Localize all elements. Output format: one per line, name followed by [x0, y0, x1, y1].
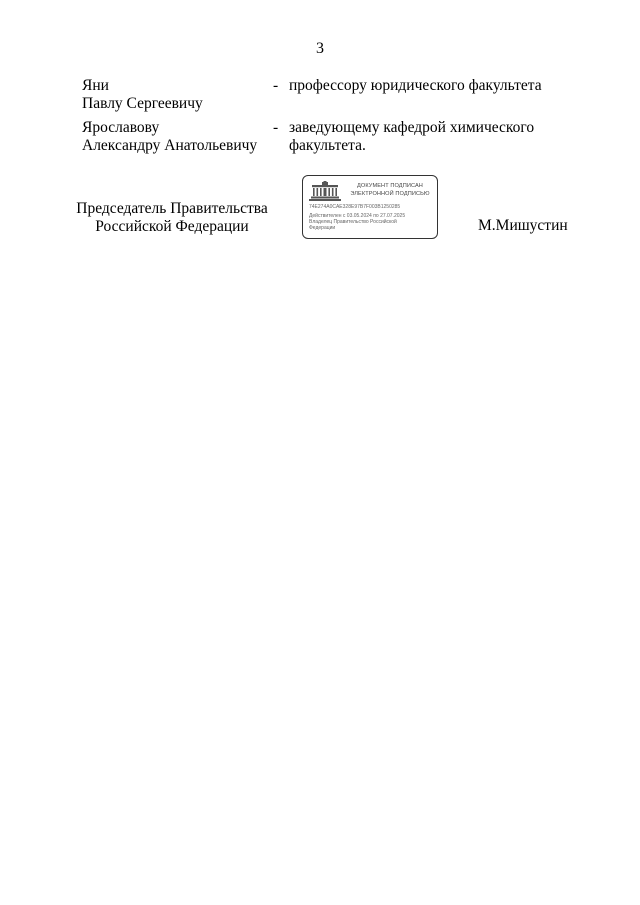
electronic-signature-stamp	[302, 175, 438, 239]
recipient-name	[82, 119, 272, 155]
government-building-icon	[309, 181, 341, 201]
recipient-position	[289, 119, 549, 155]
stamp-owner: Федерации	[309, 225, 336, 231]
recipient-position	[289, 77, 549, 95]
stamp-owner: Владелец Правительство Российской	[309, 219, 397, 225]
signer-name: М.Мишустин	[478, 217, 568, 234]
recipient-surname: Ярославову	[82, 119, 160, 136]
stamp-certificate: 74E274A0CAE328E97B7F003B1250285	[309, 204, 401, 210]
signer-title-line: Российской Федерации	[95, 218, 249, 235]
position-line: факультета.	[289, 137, 366, 154]
recipient-given-names: Павлу Сергеевичу	[82, 95, 203, 112]
stamp-header-line: ЭЛЕКТРОННОЙ ПОДПИСЬЮ	[350, 191, 430, 197]
stamp-header-line: ДОКУМЕНТ ПОДПИСАН	[357, 183, 423, 189]
stamp-header	[343, 182, 437, 198]
entry-dash: -	[273, 77, 279, 94]
entry-dash: -	[273, 119, 279, 136]
position-line: профессору юридического факультета	[289, 77, 542, 94]
signer-title	[72, 200, 272, 236]
signer-title-line: Председатель Правительства	[76, 200, 268, 217]
stamp-validity: Действителен с 03.05.2024 по 27.07.2025	[309, 213, 406, 219]
position-line: заведующему кафедрой химического	[289, 119, 535, 136]
recipient-surname: Яни	[82, 77, 109, 94]
recipient-name	[82, 77, 272, 113]
recipient-given-names: Александру Анатольевичу	[82, 137, 258, 154]
page-number: 3	[316, 40, 324, 57]
